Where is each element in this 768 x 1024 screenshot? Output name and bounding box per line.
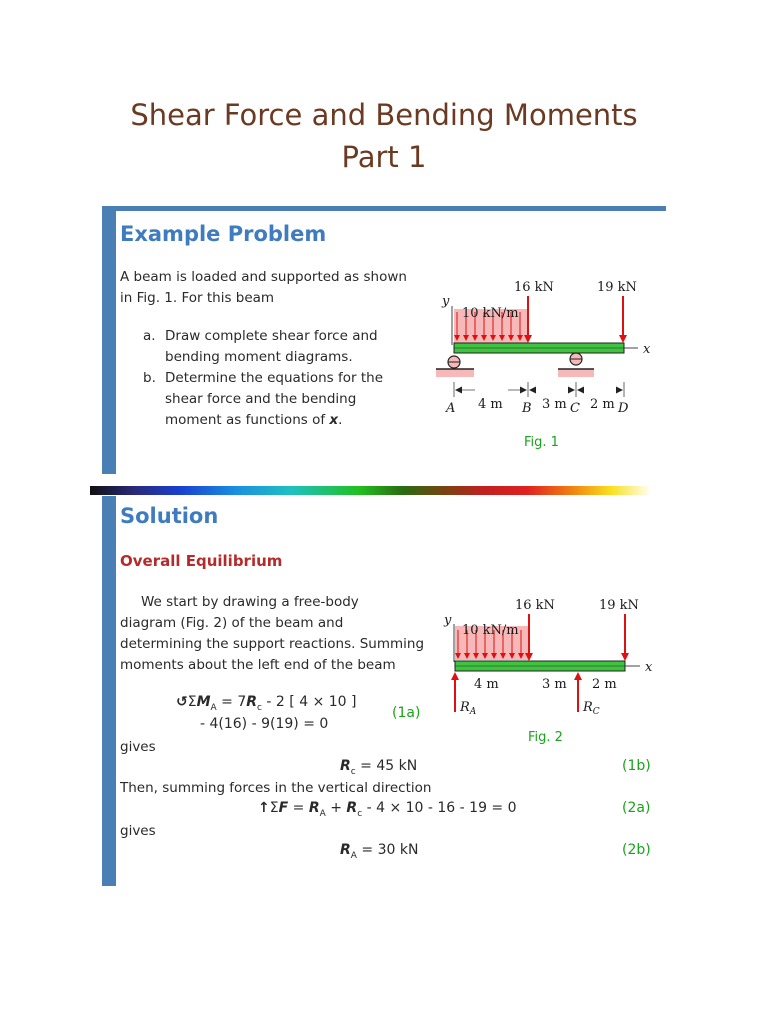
fig1-point-a: A <box>446 401 456 416</box>
gives-text-2: gives <box>120 823 156 839</box>
example-left-bar <box>102 206 116 474</box>
fig1-x-label: x <box>643 342 651 357</box>
fig1-dim-bc: 3 m <box>542 397 567 412</box>
fig2-load1-label: 16 kN <box>515 598 555 613</box>
item-a-line-2: bending moment diagrams. <box>165 349 353 365</box>
solution-para-line-1: We start by drawing a free-body <box>141 594 359 610</box>
equation-1a-line-1: $↺\Sigma M_A = 7R_c - 2$ [ 4 × 10 ] <box>176 694 357 713</box>
fig1-load1-label: 16 kN <box>514 280 554 295</box>
equation-2a: ↑ΣF = $R_A + R_c - 4 \times 10 - 16 - 19 = 0$ <box>258 800 517 819</box>
intro-line-2: in Fig. 1. For this beam <box>120 290 275 306</box>
solution-para-line-3: determining the support reactions. Summing <box>120 636 425 652</box>
item-b-line-3: moment as functions of x. <box>165 412 343 428</box>
item-a-line-1: Draw complete shear force and <box>165 328 378 344</box>
fig2-x-label: x <box>645 660 653 675</box>
fig2-dist-load-label: 10 kN/m <box>462 623 519 638</box>
fig2-dim-1: 4 m <box>474 677 499 692</box>
solution-heading: Solution <box>120 504 219 528</box>
example-heading: Example Problem <box>120 222 327 246</box>
figure-1-beam <box>430 272 660 422</box>
spectrum-divider <box>90 486 650 495</box>
item-b-line-1: Determine the equations for the <box>165 370 384 386</box>
item-a-marker: a. <box>143 328 156 344</box>
fig2-dim-3: 2 m <box>592 677 617 692</box>
solution-para-line-2: diagram (Fig. 2) of the beam and <box>120 615 344 631</box>
fig1-point-d: D <box>618 401 629 416</box>
fig1-dist-load-label: 10 kN/m <box>462 306 519 321</box>
equation-1b-tag: (1b) <box>622 758 651 774</box>
fig2-reaction-a-label: $R_A$ <box>460 700 477 717</box>
then-text: Then, summing forces in the vertical direction <box>120 780 432 796</box>
fig2-y-label: y <box>444 613 452 628</box>
fig2-dim-2: 3 m <box>542 677 567 692</box>
equation-1a-tag: (1a) <box>392 705 421 721</box>
item-b-marker: b. <box>143 370 156 386</box>
equation-2b: $R_A = 30$ kN <box>340 842 419 861</box>
fig1-point-b: B <box>522 401 532 416</box>
page-title: Shear Force and Bending Moments <box>130 98 638 132</box>
fig2-load2-label: 19 kN <box>599 598 639 613</box>
solution-left-bar <box>102 496 116 886</box>
overall-equilibrium-subheading: Overall Equilibrium <box>120 552 283 570</box>
equation-2a-tag: (2a) <box>622 800 651 816</box>
page-subtitle: Part 1 <box>341 140 427 174</box>
fig1-caption: Fig. 1 <box>524 435 559 450</box>
fig1-y-label: y <box>442 294 450 309</box>
fig1-dim-ab: 4 m <box>478 397 503 412</box>
fig1-dim-cd: 2 m <box>590 397 615 412</box>
gives-text-1: gives <box>120 739 156 755</box>
figure-2-free-body <box>430 592 660 722</box>
fig2-caption: Fig. 2 <box>528 730 563 745</box>
fig2-reaction-c-label: $R_C$ <box>583 700 600 717</box>
fig1-load2-label: 19 kN <box>597 280 637 295</box>
intro-line-1: A beam is loaded and supported as shown <box>120 269 407 285</box>
item-b-line-2: shear force and the bending <box>165 391 357 407</box>
equation-1b: $R_c = 45$ kN <box>340 758 418 777</box>
equation-2b-tag: (2b) <box>622 842 651 858</box>
solution-para-line-4: moments about the left end of the beam <box>120 657 396 673</box>
fig1-point-c: C <box>570 401 580 416</box>
equation-1a-line-2: - 4(16) - 9(19) = 0 <box>200 716 329 732</box>
example-top-bar <box>102 206 666 211</box>
